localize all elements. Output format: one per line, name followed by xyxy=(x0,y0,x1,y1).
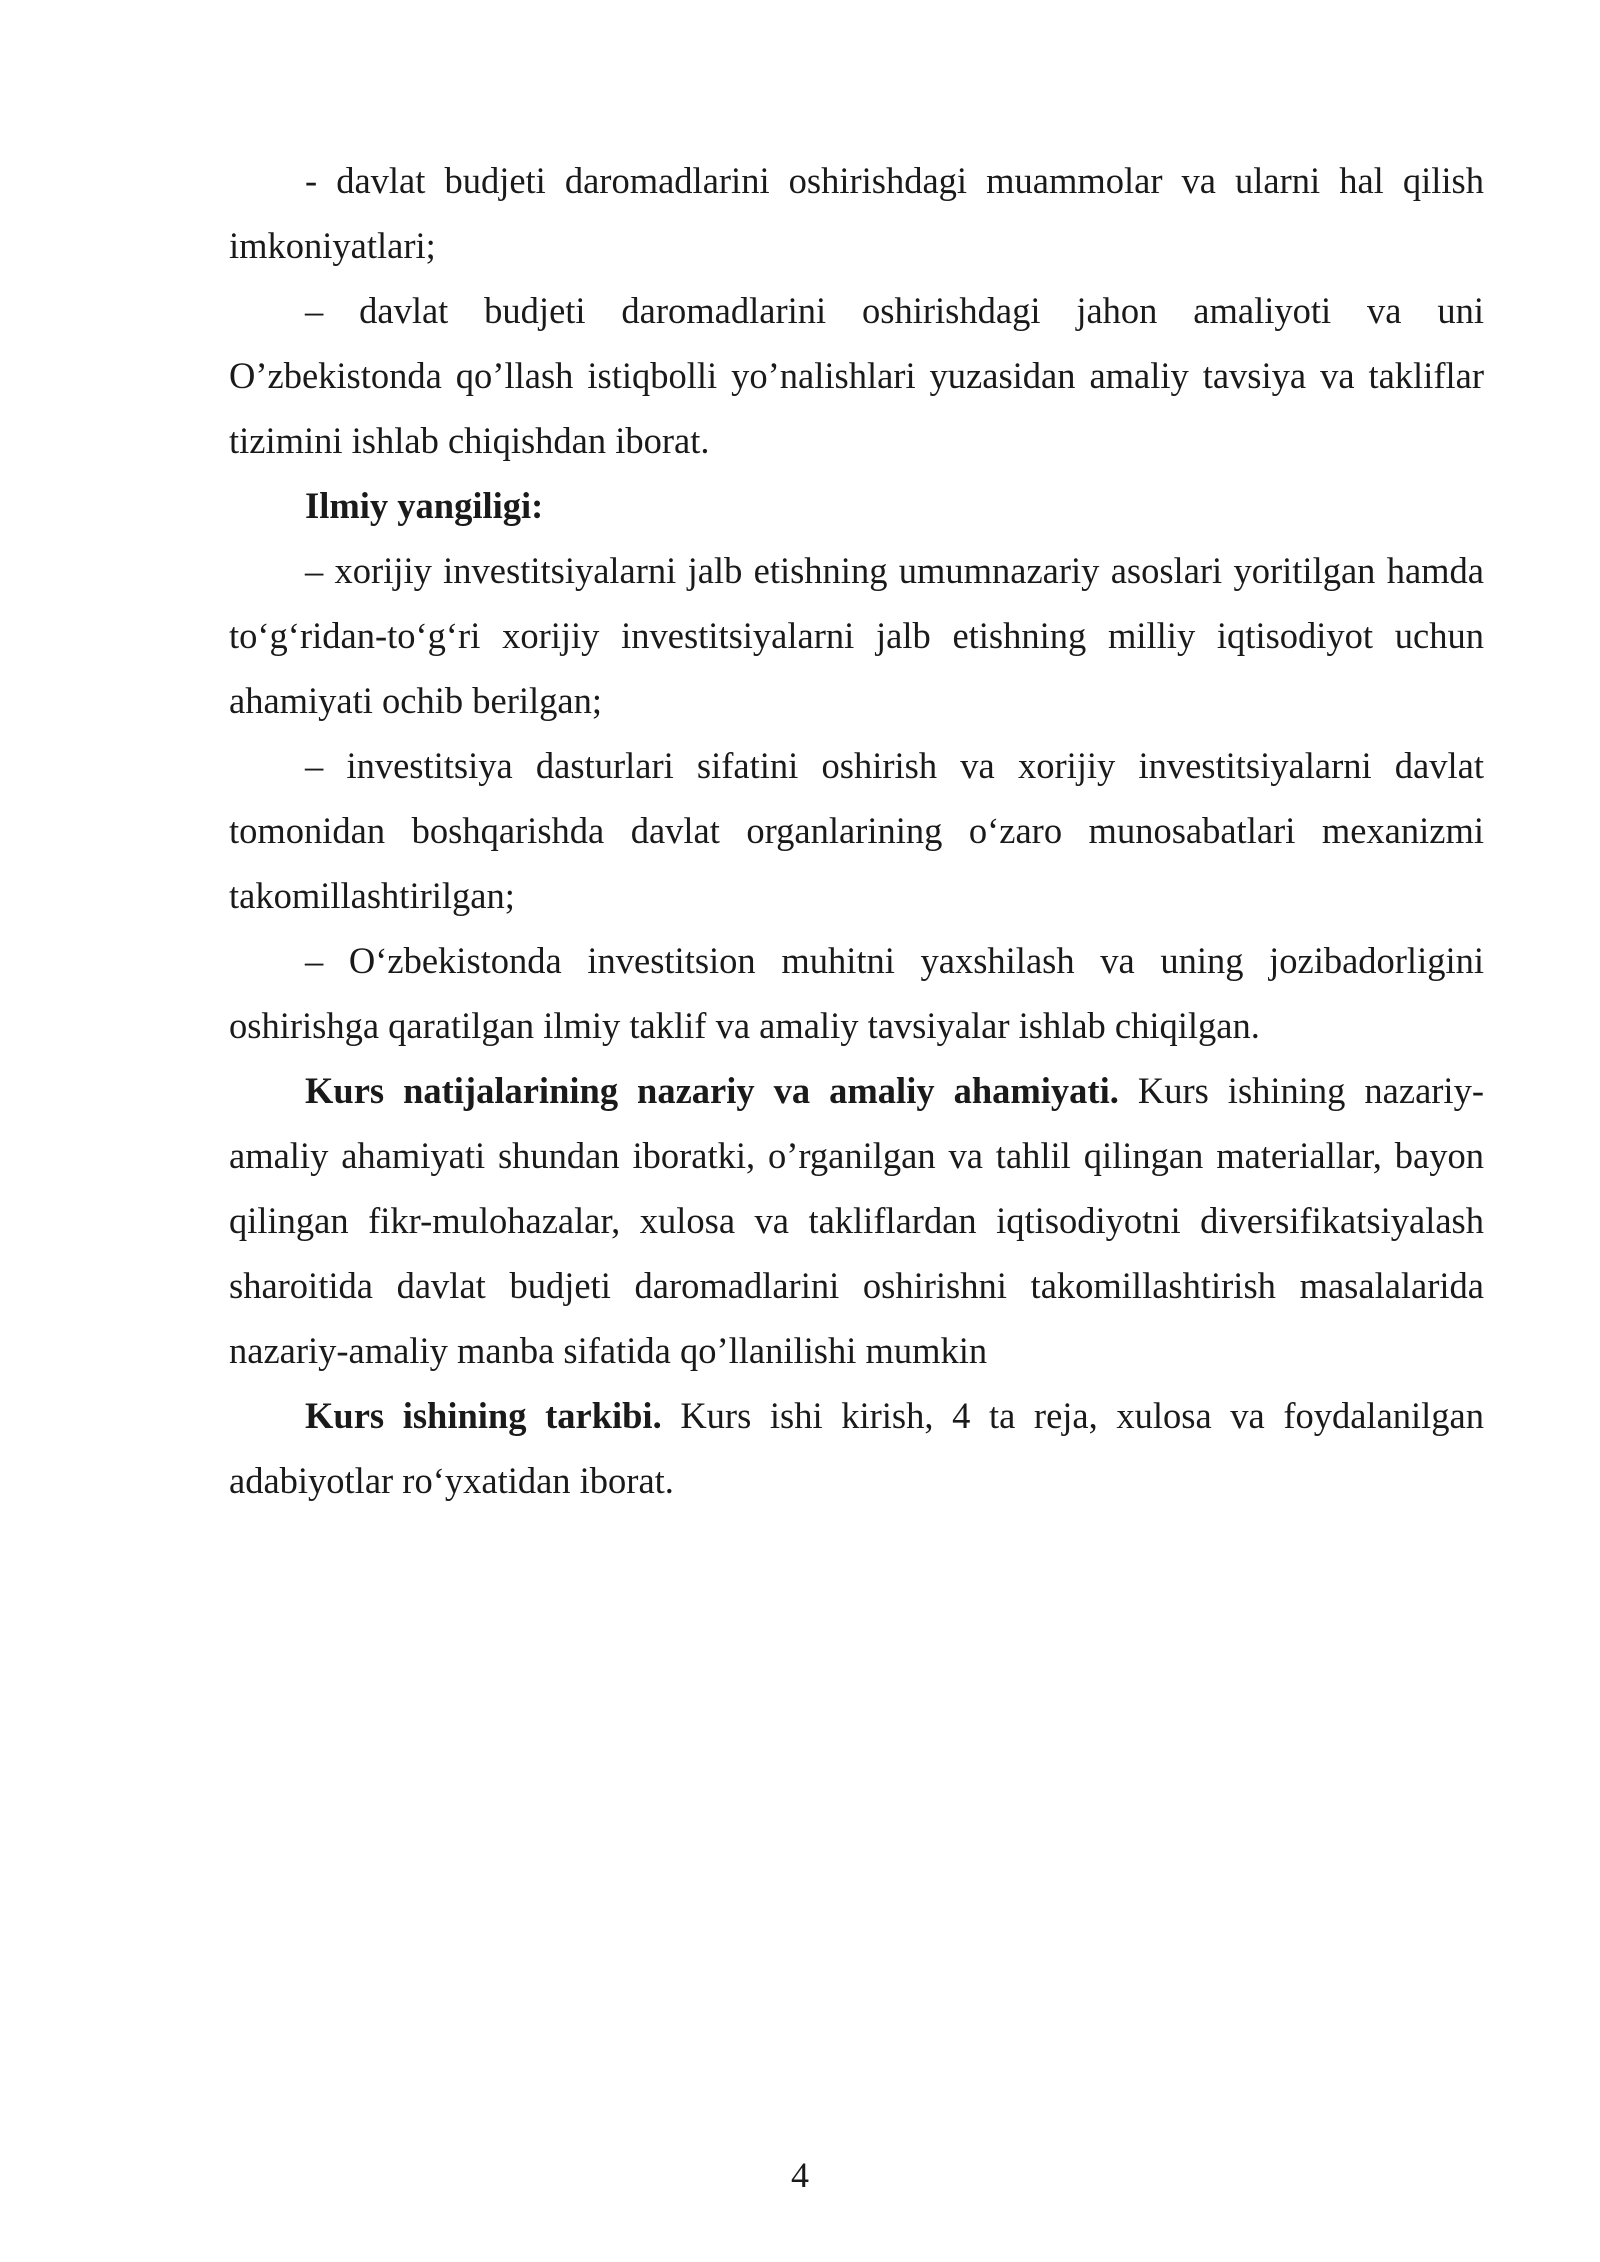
structure-lead: Kurs ishining tarkibi. xyxy=(305,1395,662,1436)
page-number: 4 xyxy=(791,2155,809,2195)
scientific-novelty-heading: Ilmiy yangiligi: xyxy=(305,485,544,526)
structure-text: Kurs ishi kirish, 4 ta reja, xulosa va foydalanilgan adabiyotlar ro‘yxatidan iborat. xyxy=(229,1395,1484,1501)
paragraph-budget-problems: - davlat budjeti daromadlarini oshirishdagi muammolar va ularni hal qilish imkoniyatlari; xyxy=(229,160,1484,266)
significance-lead: Kurs natijalarining nazariy va amaliy ahamiyati. xyxy=(305,1070,1119,1111)
paragraph-world-practice: – davlat budjeti daromadlarini oshirishdagi jahon amaliyoti va uni O’zbekistonda qo’llash istiqbolli yo’nalishlari yuzasidan amaliy tavsiya va takliflar tizimini ishlab chiqishdan iborat. xyxy=(229,290,1484,461)
significance-paragraph xyxy=(229,1058,1484,1383)
body-text xyxy=(229,148,1484,1513)
significance-text: Kurs ishining nazariy-amaliy ahamiyati shundan iboratki, o’rganilgan va tahlil qilingan materiallar, bayon qilingan fikr-mulohazalar, xulosa va takliflardan iqtisodiyotni diversifikatsiyalash sharoitida davlat budjeti daromadlarini oshirishni takomillashtirish masalalarida nazariy-amaliy manba sifatida qo’llanilishi mumkin xyxy=(229,1070,1484,1371)
novelty-item-3: – O‘zbekistonda investitsion muhitni yaxshilash va uning jozibadorligini oshirishga qaratilgan ilmiy taklif va amaliy tavsiyalar ishlab chiqilgan. xyxy=(229,940,1484,1046)
novelty-item-2: – investitsiya dasturlari sifatini oshirish va xorijiy investitsiyalarni davlat tomonidan boshqarishda davlat organlarining o‘zaro munosabatlari mexanizmi takomillashtirilgan; xyxy=(229,745,1484,916)
structure-paragraph xyxy=(229,1383,1484,1513)
novelty-item-1: – xorijiy investitsiyalarni jalb etishning umumnazariy asoslari yoritilgan hamda to‘g‘ridan-to‘g‘ri xorijiy investitsiyalarni jalb etishning milliy iqtisodiyot uchun ahamiyati ochib berilgan; xyxy=(229,550,1484,721)
